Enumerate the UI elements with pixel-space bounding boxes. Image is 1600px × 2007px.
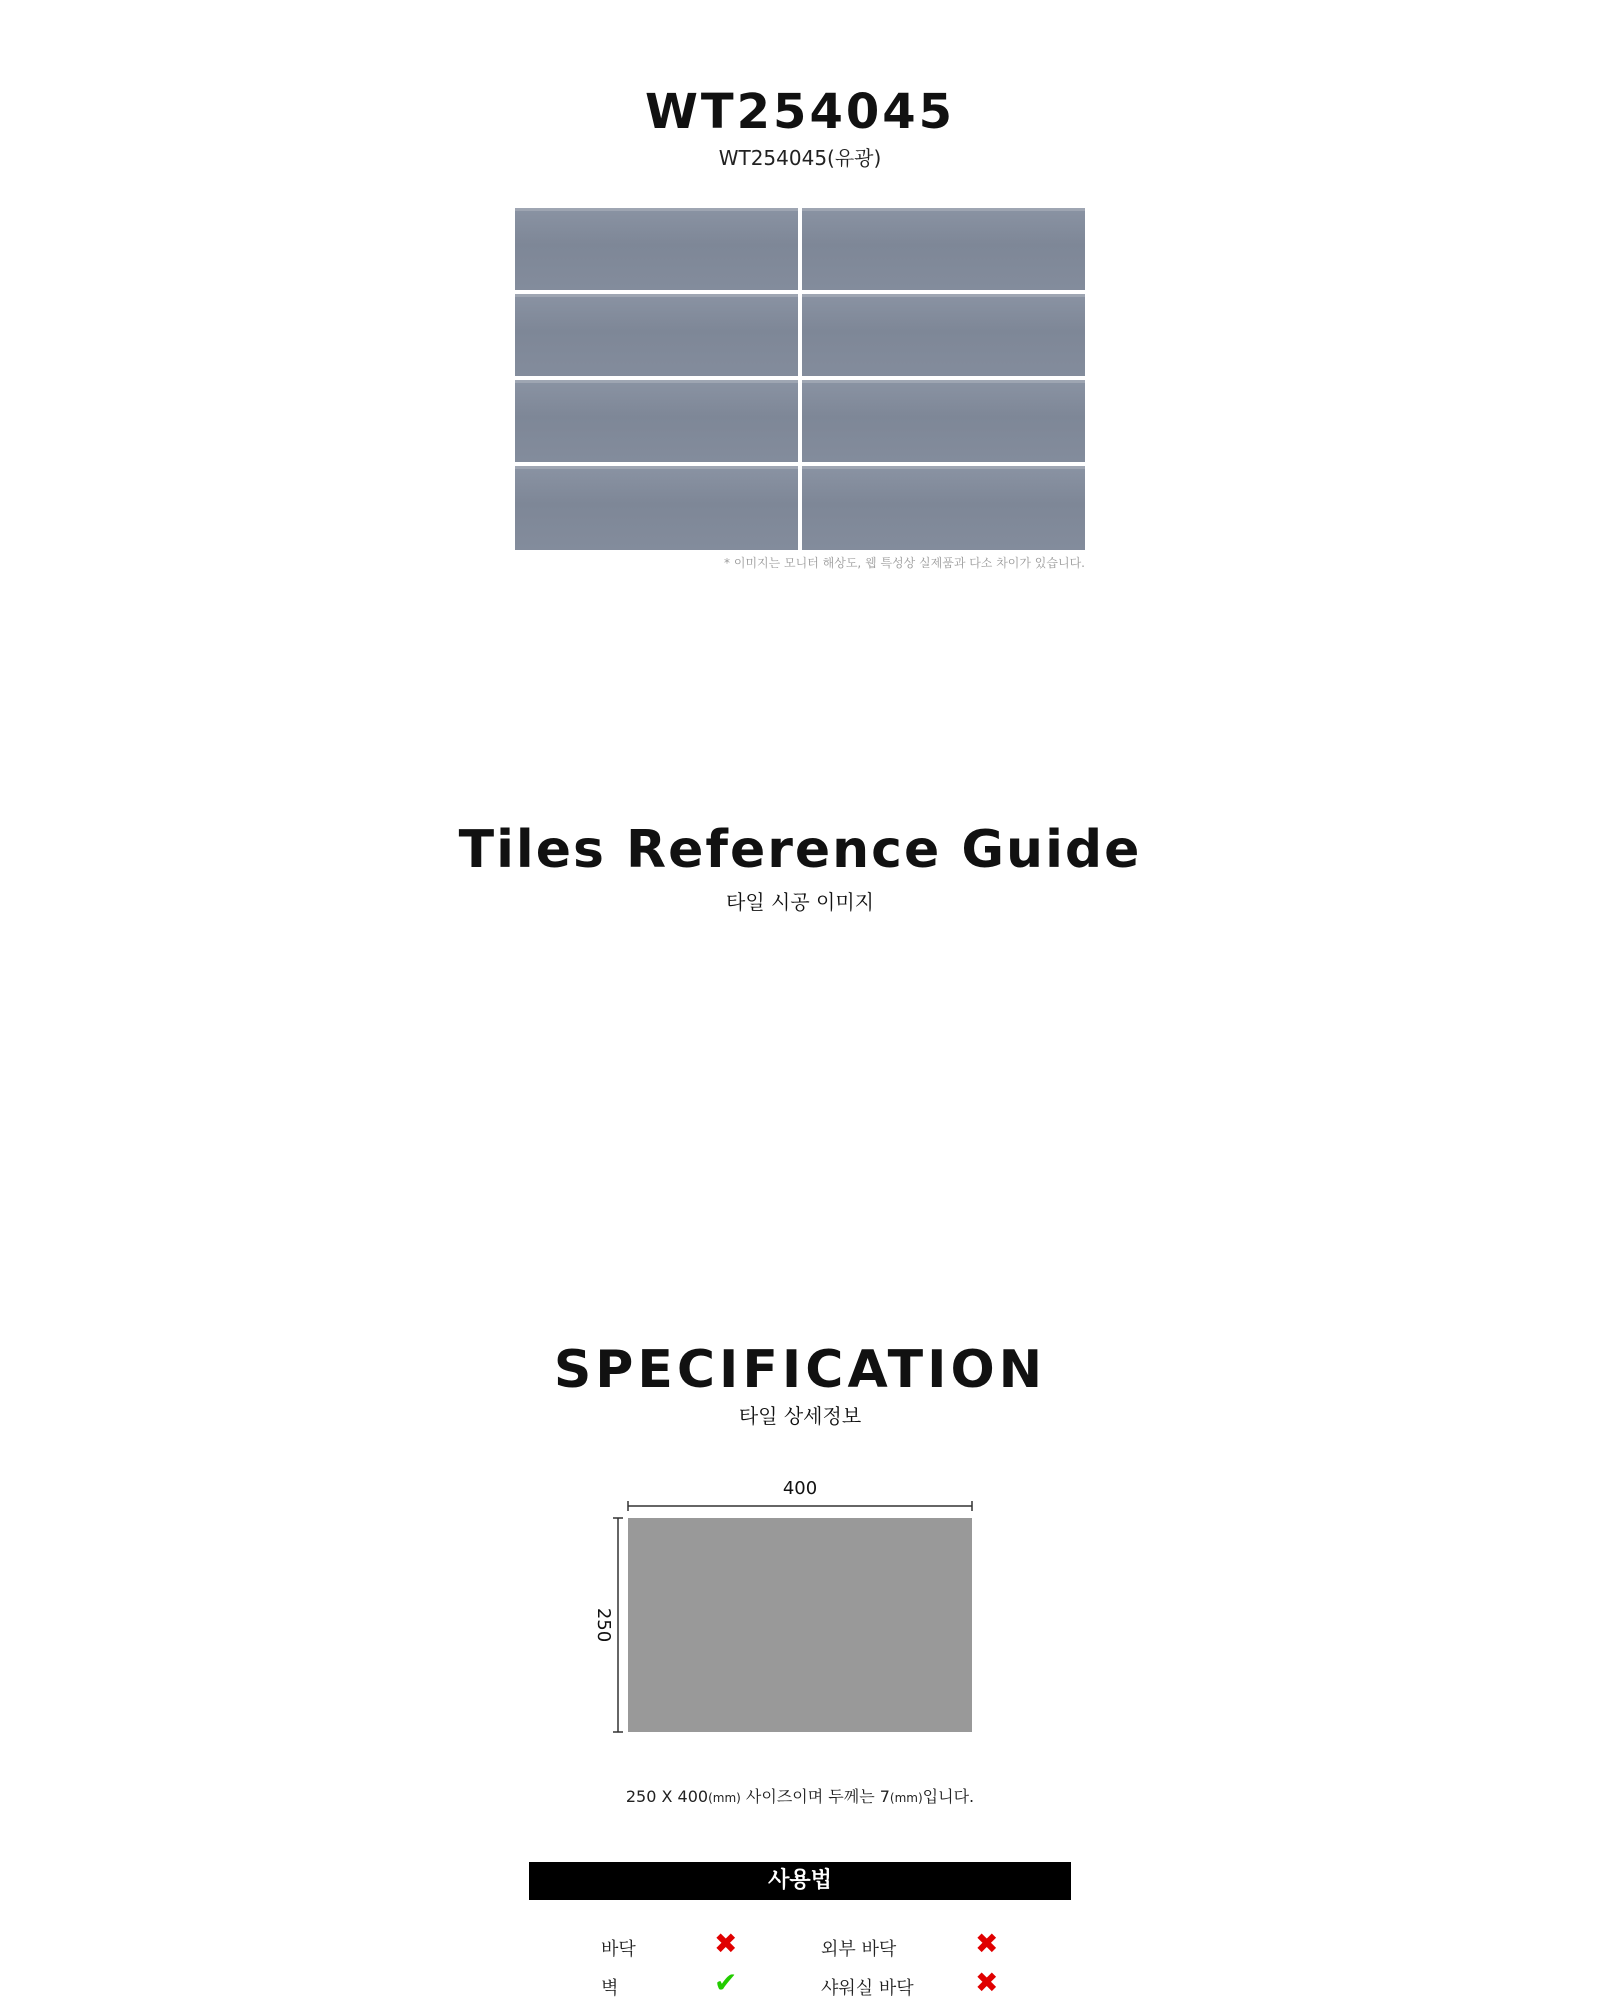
tile-sample [515, 380, 798, 462]
tile-sample [802, 294, 1085, 376]
cross-icon: ✖ [975, 1966, 999, 1999]
tile-sample [515, 294, 798, 376]
usage-item-label: 벽 [601, 1978, 619, 1999]
tile-sample-image [515, 208, 1085, 550]
usage-header: 사용법 [529, 1862, 1071, 1900]
spec-text: 사이즈이며 두께는 7 [740, 1787, 890, 1806]
tile-sample [802, 466, 1085, 550]
spec-size: 250 X 400 [625, 1787, 709, 1806]
product-subtitle: WT254045(유광) [718, 146, 882, 170]
usage-item-label: 샤워실 바닥 [821, 1978, 914, 1999]
tile-sample [515, 208, 798, 290]
image-disclaimer: * 이미지는 모니터 해상도, 웹 특성상 실제품과 다소 차이가 있습니다. [724, 556, 1085, 570]
tile-sample [802, 380, 1085, 462]
usage-item-label: 외부 바닥 [821, 1939, 897, 1960]
tile-sample [802, 208, 1085, 290]
usage-item-label: 바닥 [601, 1939, 636, 1960]
tile-dimension-diagram [580, 1470, 1000, 1740]
product-code: WT254045 [644, 84, 956, 140]
spec-unit: (mm) [889, 1791, 923, 1805]
cross-icon: ✖ [714, 1927, 738, 1960]
spec-unit: (mm) [708, 1791, 741, 1805]
tile-shape [628, 1518, 972, 1732]
height-label: 250 [593, 1607, 614, 1643]
tile-sample [515, 466, 798, 550]
check-icon: ✔ [714, 1966, 738, 1999]
spec-description [0, 1784, 1600, 1807]
spec-subtitle: 타일 상세정보 [738, 1404, 862, 1428]
cross-icon: ✖ [975, 1927, 999, 1960]
width-label: 400 [782, 1478, 818, 1499]
guide-subtitle: 타일 시공 이미지 [726, 890, 874, 914]
guide-title: Tiles Reference Guide [458, 820, 1142, 880]
spec-title: SPECIFICATION [553, 1340, 1047, 1400]
spec-text-end: 입니다. [922, 1787, 975, 1806]
